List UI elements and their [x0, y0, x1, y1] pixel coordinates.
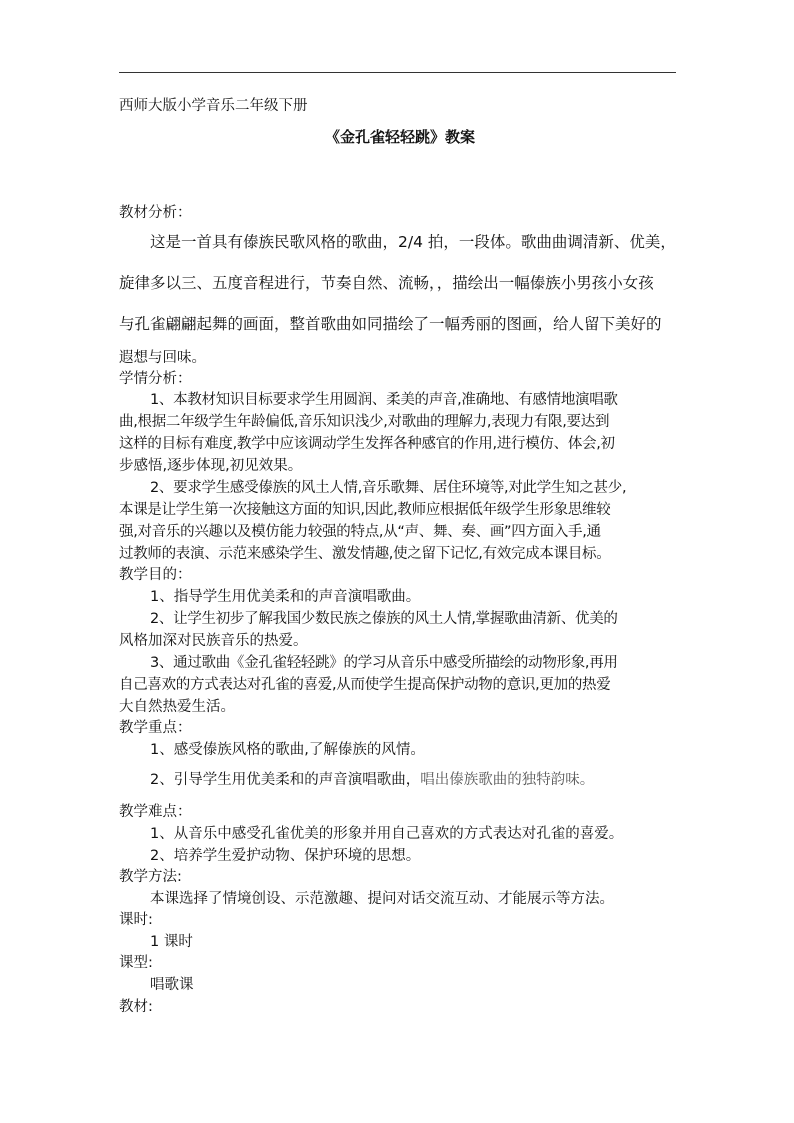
material-line: 这是一首具有傣族民歌风格的歌曲，2/4 拍，一段体。歌曲曲调清新、优美， [150, 233, 676, 251]
section-heading-objectives: 教学目的： [119, 567, 192, 583]
section-heading-methods: 教学方法: [119, 869, 182, 885]
learning-line: 步感悟,逐步体现,初见效果。 [119, 458, 303, 474]
objective-line: 风格加深对民族音乐的热爱。 [119, 633, 308, 649]
key-point-text: 2、引导学生用优美柔和的声音演唱歌曲， [150, 772, 421, 788]
material-line: 旋律多以三、五度音程进行，节奏自然、流畅，，描绘出一幅傣族小男孩小女孩 [119, 274, 654, 292]
class-hours-value: 1 课时 [150, 934, 193, 950]
methods-line: 本课选择了情境创设、示范激趣、提问对话交流互动、才能展示等方法。 [150, 891, 614, 907]
objective-line: 3、通过歌曲《金孔雀轻轻跳》的学习从音乐中感受所描绘的动物形象,再用 [150, 655, 618, 671]
objective-line: 自己喜欢的方式表达对孔雀的喜爱,从而使学生提高保护动物的意识,更加的热爱 [119, 677, 611, 693]
key-point-text-emphasis: 唱出傣族歌曲的独特韵味。 [420, 772, 595, 788]
section-heading-difficulties: 教学难点： [119, 804, 192, 820]
material-line: 遐想与回味。 [119, 350, 206, 366]
learning-line: 1、本教材知识目标要求学生用圆润、柔美的声音,准确地、有感情地演唱歌 [150, 392, 618, 408]
learning-line: 强,对音乐的兴趣以及模仿能力较强的特点,从“声、舞、奏、画”四方面入手,通 [119, 524, 601, 540]
difficulty-line: 2、培养学生爱护动物、保护环境的思想。 [150, 848, 421, 864]
learning-line: 曲,根据二年级学生年龄偏低,音乐知识浅少,对歌曲的理解力,表现力有限,要达到 [119, 414, 610, 430]
key-point-line: 1、感受傣族风格的歌曲,了解傣族的风情。 [150, 742, 425, 758]
learning-line: 本课是让学生第一次接触这方面的知识,因此,教师应根据低年级学生形象思维较 [119, 502, 611, 518]
section-heading-materials: 教材: [119, 999, 153, 1015]
section-heading-class-type: 课型: [119, 955, 153, 971]
key-point-line [150, 770, 594, 790]
objective-line: 2、让学生初步了解我国少数民族之傣族的风土人情,掌握歌曲清新、优美的 [150, 611, 618, 627]
book-name: 西师大版小学音乐二年级下册 [119, 98, 308, 114]
header-rule [119, 72, 676, 73]
section-heading-learning: 学情分析： [119, 371, 192, 387]
section-heading-class-hours: 课时: [119, 912, 153, 928]
difficulty-line: 1、从音乐中感受孔雀优美的形象并用自己喜欢的方式表达对孔雀的喜爱。 [150, 826, 624, 842]
material-line: 与孔雀翩翩起舞的画面，整首歌曲如同描绘了一幅秀丽的图画，给人留下美好的 [119, 315, 662, 333]
learning-line: 2、要求学生感受傣族的风土人情,音乐歌舞、居住环境等,对此学生知之甚少, [150, 480, 627, 496]
section-heading-key-points: 教学重点： [119, 720, 192, 736]
objective-line: 1、指导学生用优美柔和的声音演唱歌曲。 [150, 589, 421, 605]
class-type-value: 唱歌课 [150, 977, 194, 993]
objective-line: 大自然热爱生活。 [119, 699, 235, 715]
learning-line: 过教师的表演、示范来感染学生、激发情趣,使之留下记忆,有效完成本课目标。 [119, 546, 611, 562]
learning-line: 这样的目标有难度,教学中应该调动学生发挥各种感官的作用,进行模仿、体会,初 [119, 436, 615, 452]
section-heading-material: 教材分析： [119, 205, 192, 221]
page-title: 《金孔雀轻轻跳》教案 [325, 128, 476, 146]
